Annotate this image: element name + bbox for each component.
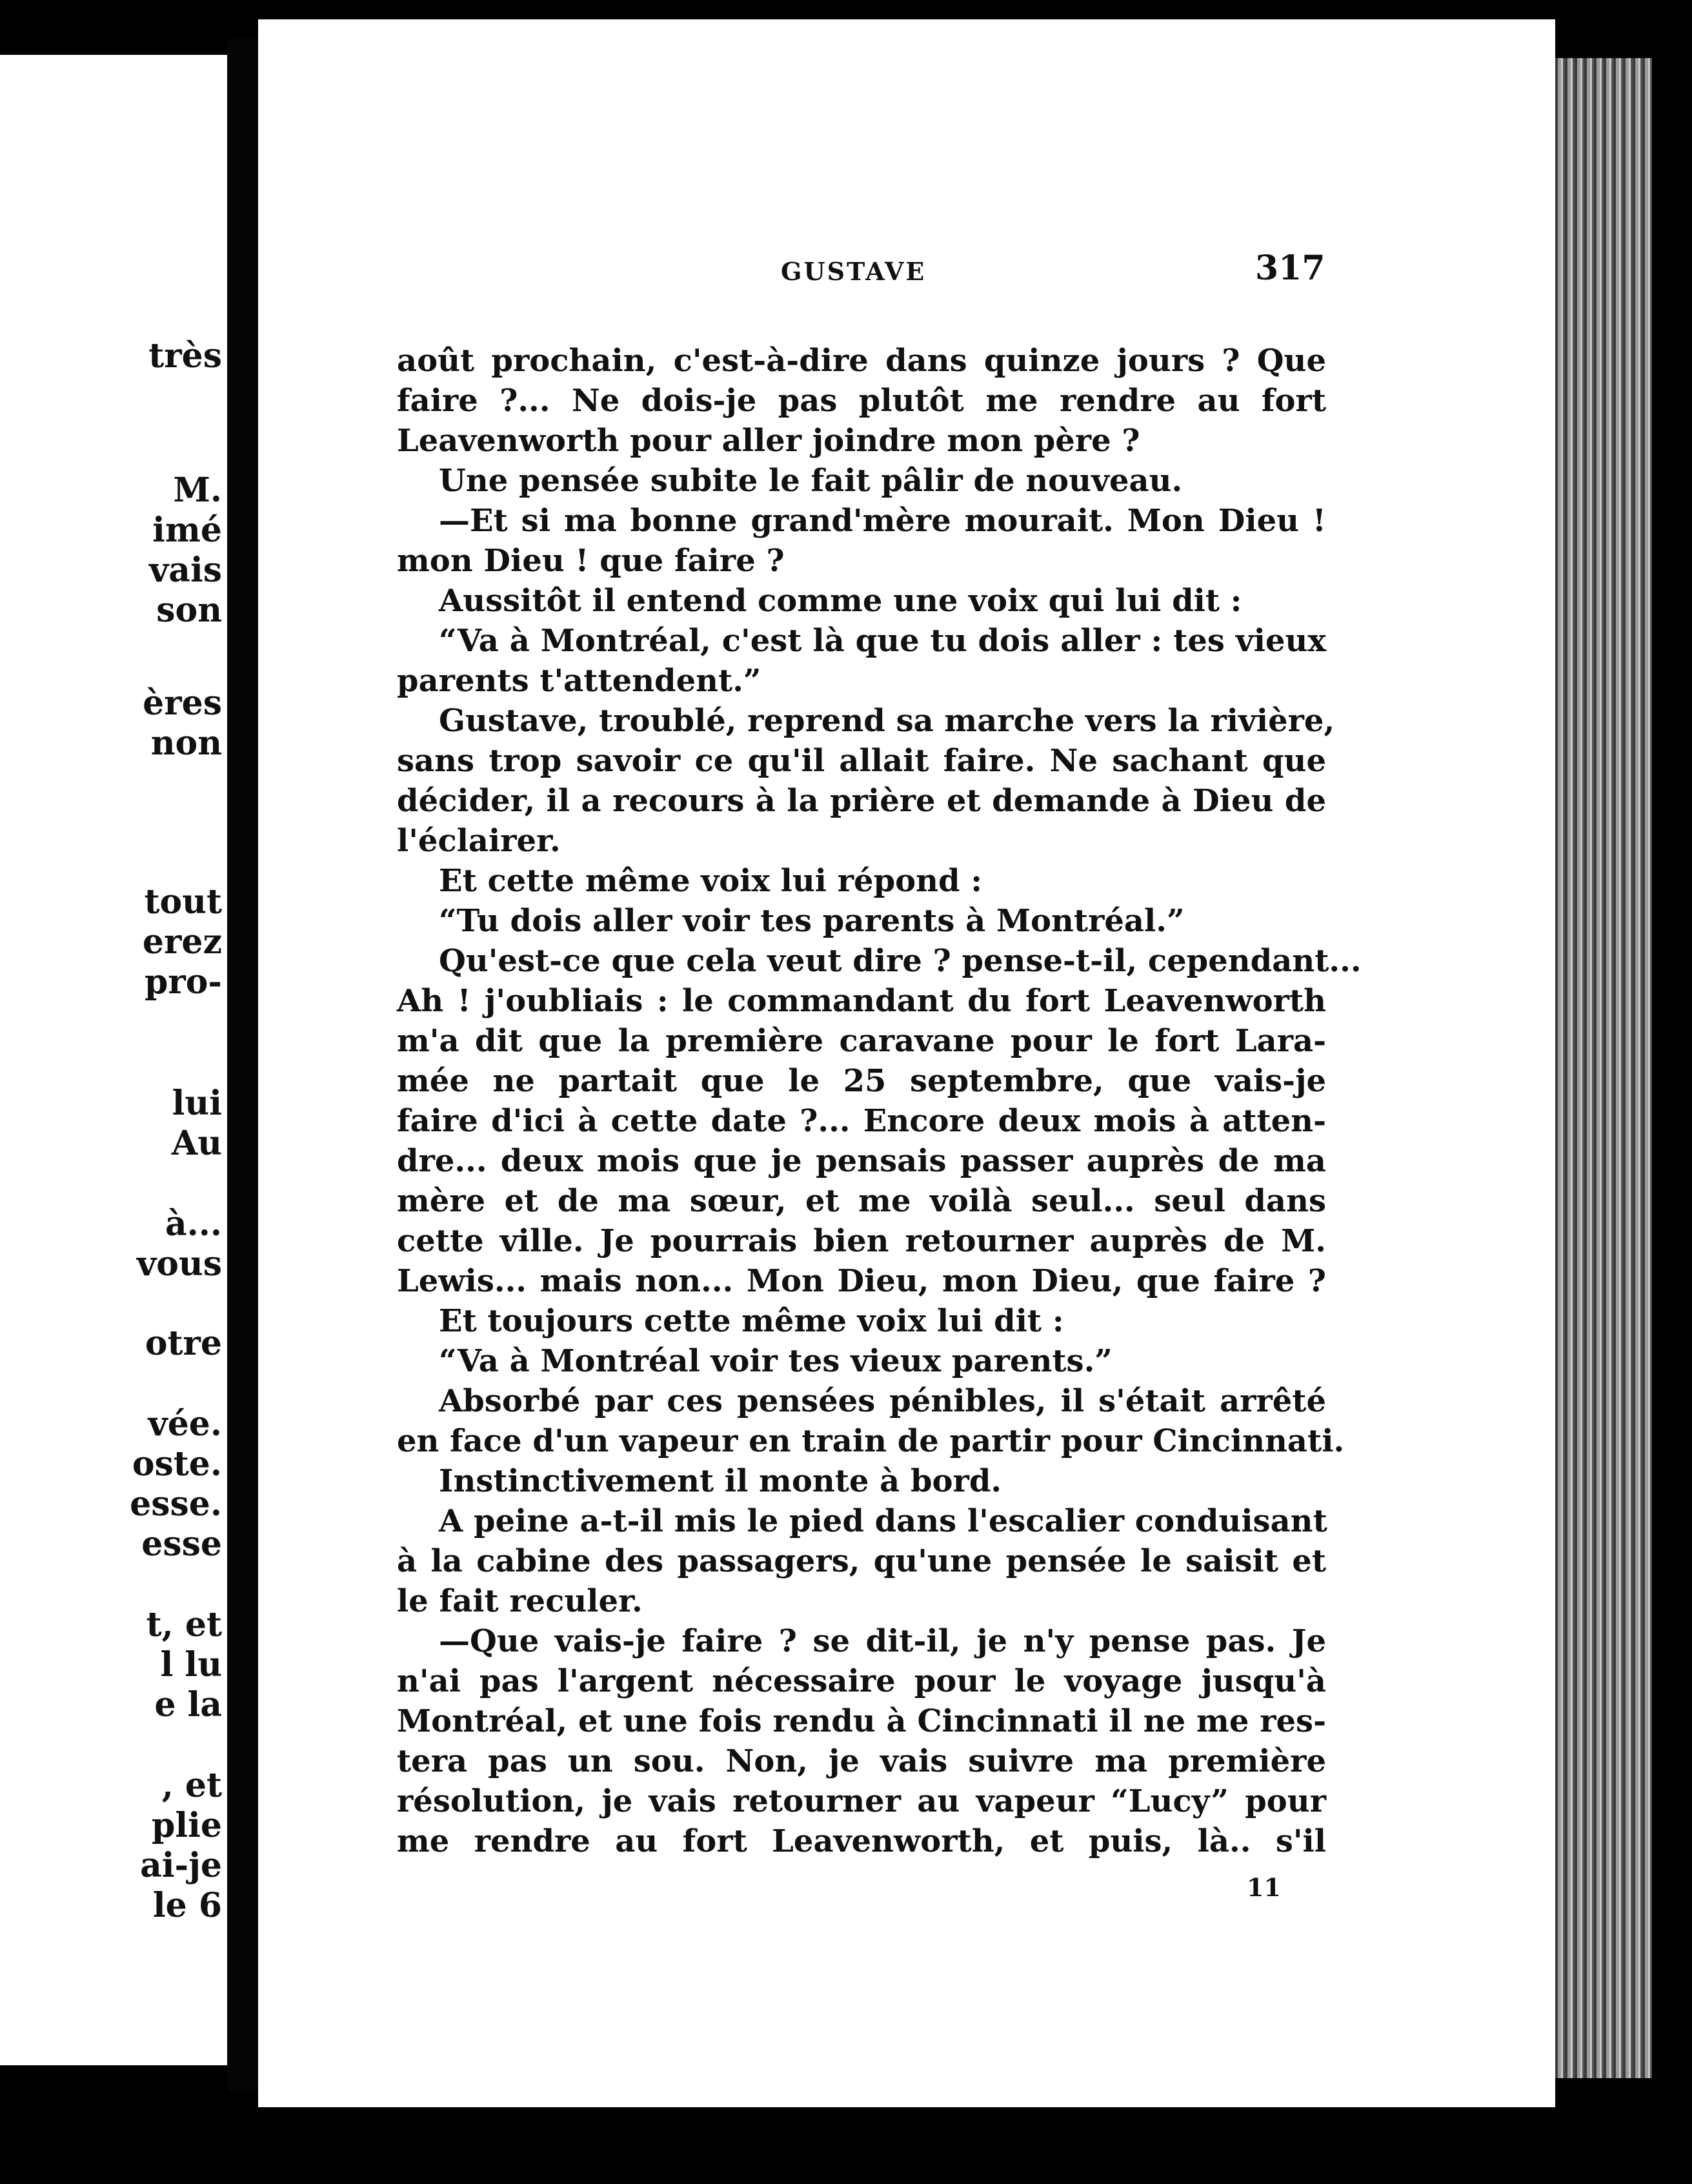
left-page-line: esse	[141, 1524, 222, 1564]
text-line: mon Dieu ! que faire ?	[397, 543, 785, 579]
left-page-line: vée.	[148, 1404, 222, 1444]
text-line: à la cabine des passagers, qu'une pensée le saisit et	[397, 1543, 1326, 1579]
left-page-line: vous	[137, 1244, 222, 1284]
text-line: le fait reculer.	[397, 1583, 643, 1619]
body-text	[397, 341, 1362, 1861]
text-line: —Que vais-je faire ? se dit-il, je n'y pense pas. Je	[439, 1623, 1326, 1659]
text-line: août prochain, c'est-à-dire dans quinze jours ? Que	[397, 343, 1326, 379]
left-page-line: le 6	[152, 1886, 222, 1925]
text-line: n'ai pas l'argent nécessaire pour le voyage jusqu'à	[397, 1663, 1326, 1699]
text-line: mère et de ma sœur, et me voilà seul... seul dans	[397, 1183, 1326, 1219]
text-line: Et toujours cette même voix lui dit :	[439, 1303, 1064, 1339]
text-line: Et cette même voix lui répond :	[439, 863, 983, 899]
left-page-line: ai-je	[140, 1846, 222, 1885]
text-line: Leavenworth pour aller joindre mon père ?	[397, 423, 1140, 459]
page-edges	[1555, 58, 1652, 2078]
left-page-line: l lu	[160, 1645, 222, 1684]
text-line: l'éclairer.	[397, 823, 561, 859]
text-line: parents t'attendent.”	[397, 663, 761, 699]
left-page-line: pro-	[144, 962, 222, 1002]
text-line: m'a dit que la première caravane pour le fort Lara-	[397, 1023, 1326, 1059]
left-page-line: esse.	[130, 1484, 222, 1524]
text-line: Une pensée subite le fait pâlir de nouveau.	[439, 463, 1183, 499]
text-line: —Et si ma bonne grand'mère mourait. Mon Dieu !	[439, 503, 1326, 539]
left-page-line: plie	[152, 1806, 222, 1845]
text-line: mée ne partait que le 25 septembre, que vais-je	[397, 1063, 1326, 1099]
book-gutter	[227, 39, 258, 2091]
text-line: Gustave, troublé, reprend sa marche vers la rivière,	[439, 703, 1335, 739]
text-line: Aussitôt il entend comme une voix qui lui dit :	[439, 583, 1242, 619]
left-page-line: très	[148, 336, 222, 376]
left-facing-page	[0, 55, 227, 2065]
left-page-line: erez	[142, 922, 222, 962]
left-page-line: oste.	[132, 1444, 222, 1484]
text-line: décider, il a recours à la prière et demande à Dieu de	[397, 783, 1326, 819]
left-page-line: M.	[173, 470, 222, 510]
page-number: 317	[1255, 248, 1325, 288]
text-line: “Va à Montréal voir tes vieux parents.”	[439, 1343, 1113, 1379]
text-line: Qu'est-ce que cela veut dire ? pense-t-il, cependant...	[439, 943, 1362, 979]
text-line: faire ?... Ne dois-je pas plutôt me rendre au fort	[397, 383, 1326, 419]
left-page-line: vais	[149, 551, 222, 590]
signature-mark: 11	[1247, 1873, 1281, 1902]
text-line: Lewis... mais non... Mon Dieu, mon Dieu, que faire ?	[397, 1263, 1326, 1299]
text-line: Ah ! j'oubliais : le commandant du fort Leavenworth	[397, 983, 1326, 1019]
left-page-line: e la	[154, 1685, 222, 1724]
left-page-line: ères	[143, 683, 222, 723]
text-line: en face d'un vapeur en train de partir pour Cincinnati.	[397, 1423, 1345, 1459]
text-line: Instinctivement il monte à bord.	[439, 1463, 1002, 1499]
text-line: me rendre au fort Leavenworth, et puis, là.. s'il	[397, 1823, 1326, 1859]
left-page-line: t, et	[146, 1605, 222, 1644]
left-page-line: Au	[171, 1124, 222, 1163]
text-line: “Va à Montréal, c'est là que tu dois aller : tes vieux	[439, 623, 1326, 659]
left-page-line: , et	[161, 1766, 222, 1805]
text-line: sans trop savoir ce qu'il allait faire. Ne sachant que	[397, 743, 1326, 779]
text-line: dre... deux mois que je pensais passer auprès de ma	[397, 1143, 1326, 1179]
left-page-line: tout	[144, 882, 222, 922]
left-page-line: lui	[172, 1084, 222, 1123]
text-line: Absorbé par ces pensées pénibles, il s'était arrêté	[439, 1383, 1326, 1419]
text-line: résolution, je vais retourner au vapeur “Lucy” pour	[397, 1783, 1326, 1819]
text-line: faire d'ici à cette date ?... Encore deux mois à atten-	[397, 1103, 1326, 1139]
text-line: “Tu dois aller voir tes parents à Montréal.”	[439, 903, 1185, 939]
text-line: cette ville. Je pourrais bien retourner auprès de M.	[397, 1223, 1326, 1259]
left-page-line: imé	[152, 511, 222, 550]
left-page-line: son	[156, 591, 222, 630]
left-page-line: non	[150, 723, 222, 763]
text-line: A peine a-t-il mis le pied dans l'escalier conduisant	[439, 1503, 1327, 1539]
left-page-line: à...	[165, 1204, 222, 1244]
running-head: GUSTAVE	[781, 257, 927, 286]
text-line: Montréal, et une fois rendu à Cincinnati il ne me res-	[397, 1703, 1326, 1739]
left-page-line: otre	[145, 1324, 222, 1363]
text-line: tera pas un sou. Non, je vais suivre ma première	[397, 1743, 1326, 1779]
